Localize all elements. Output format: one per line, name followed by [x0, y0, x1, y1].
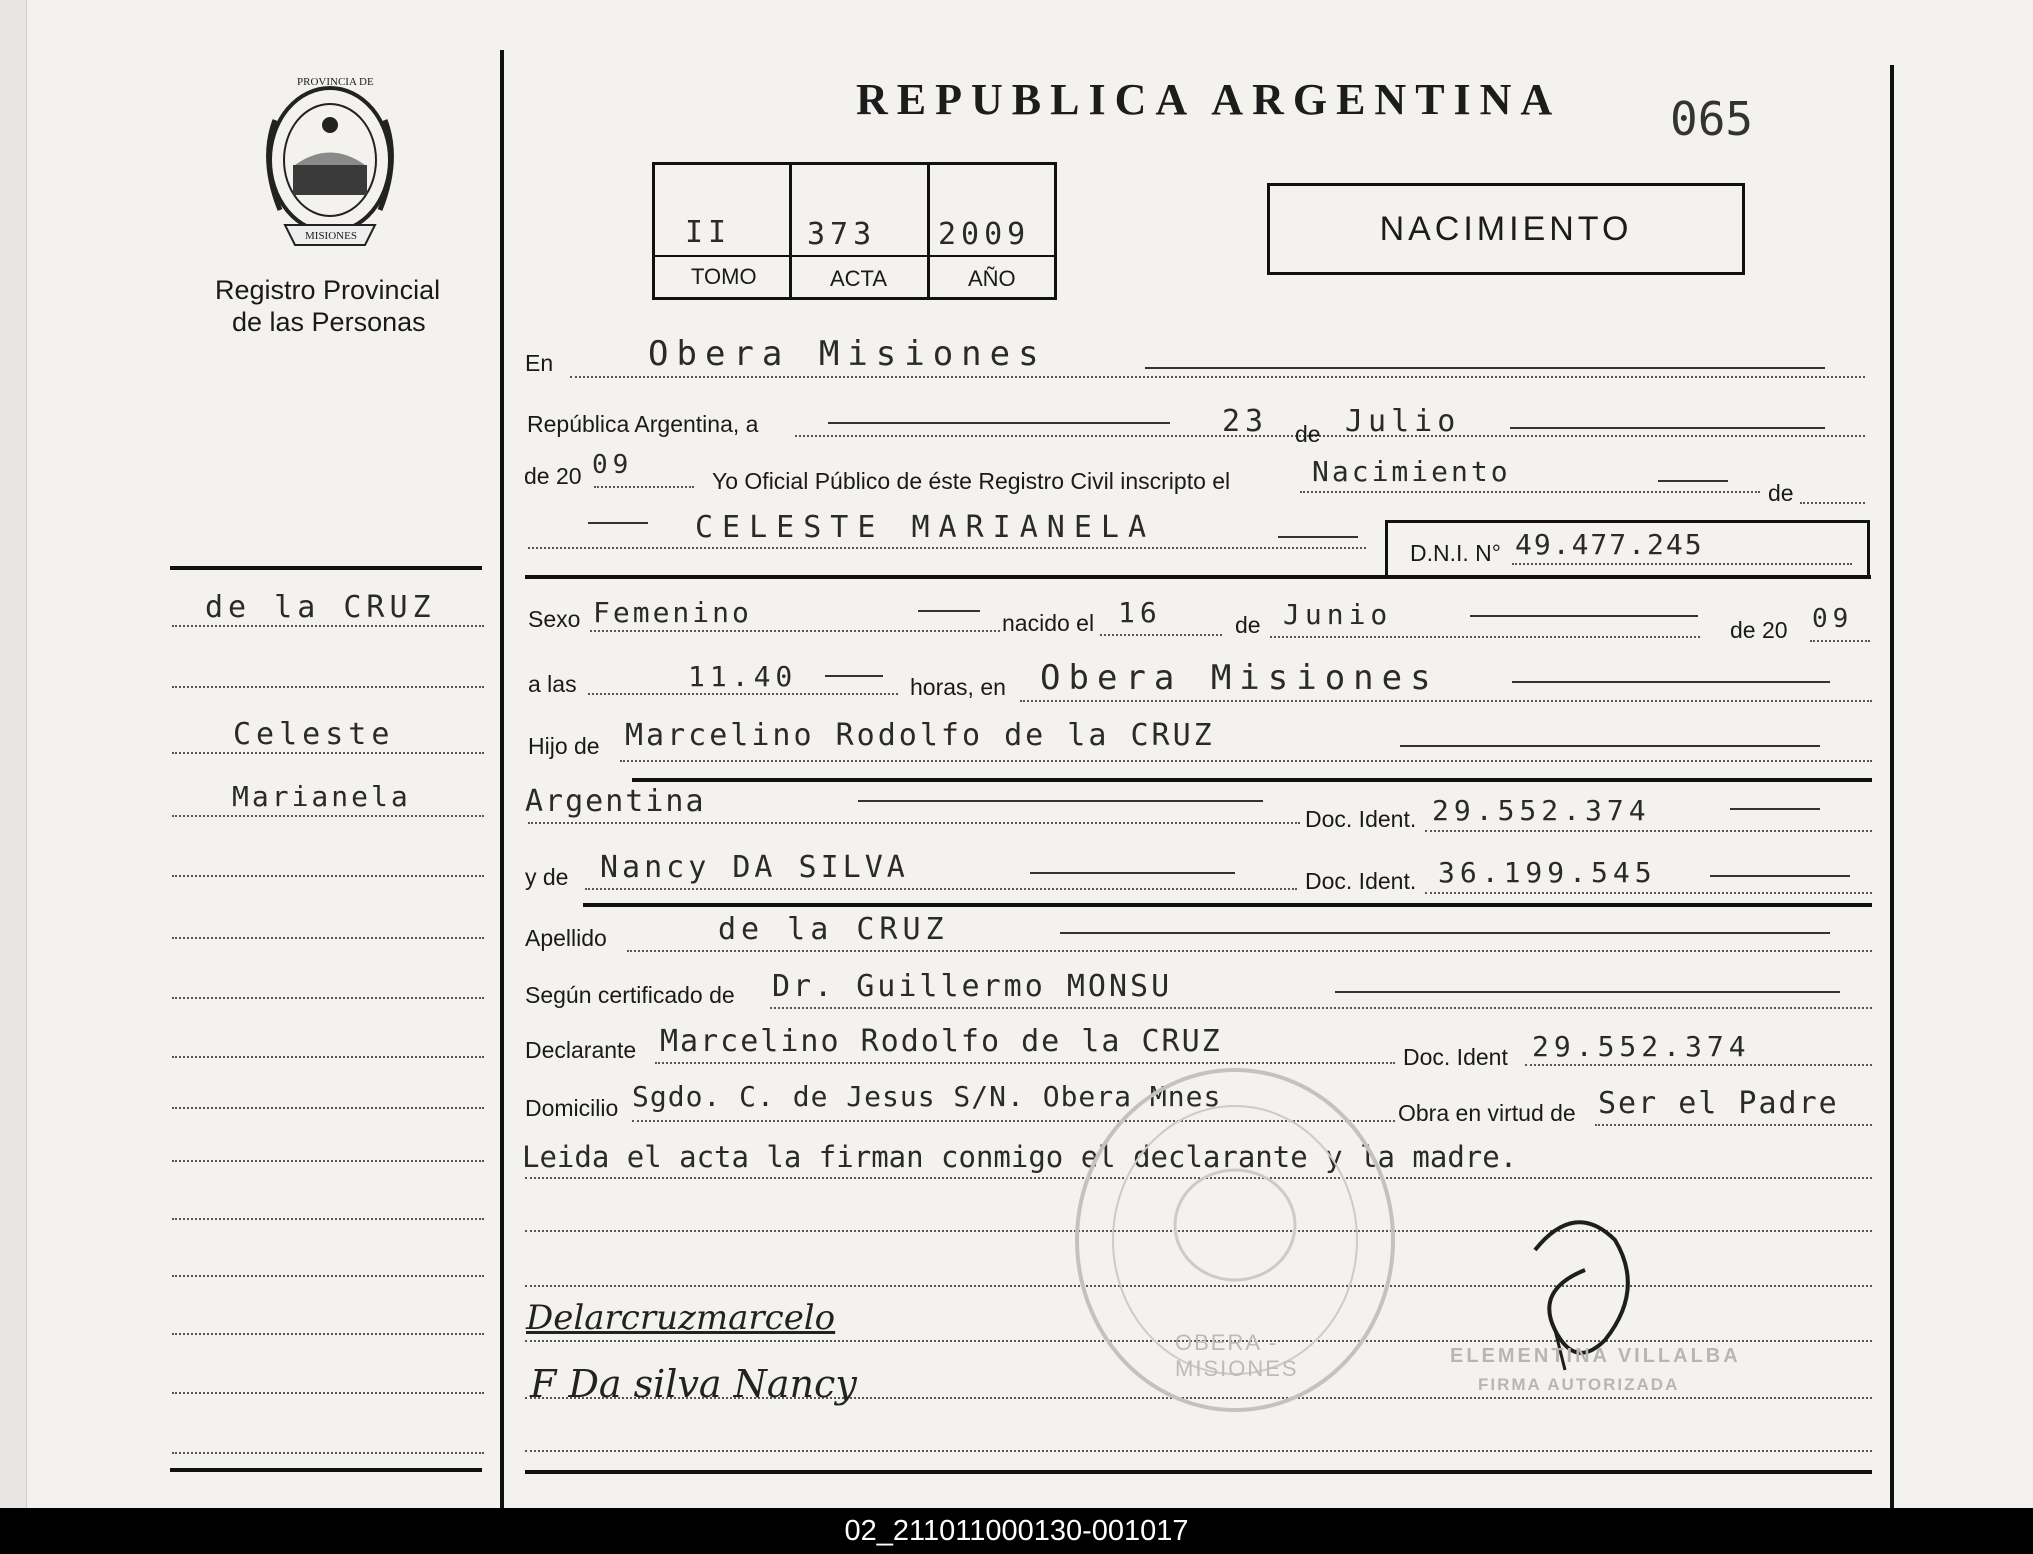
tomo-label: TOMO: [691, 264, 757, 289]
label-horas-en: horas, en: [910, 674, 1006, 700]
folio-number: 065: [1670, 92, 1754, 146]
dots: [1100, 634, 1222, 636]
value-padre-nac: Argentina: [525, 784, 706, 819]
dash: [1512, 681, 1830, 683]
dots: [585, 888, 1297, 890]
sidebar-dots: [172, 1392, 484, 1394]
dots: [1270, 636, 1700, 638]
dash: [1400, 745, 1820, 747]
dots: [1512, 563, 1852, 565]
label-yo-oficial: Yo Oficial Público de éste Registro Civil inscripto el: [712, 468, 1231, 494]
tomo-value: II: [685, 215, 732, 250]
sidebar-dots: [172, 1107, 484, 1109]
dash: [858, 800, 1263, 802]
sidebar-dots: [172, 1452, 484, 1454]
value-lugar: Obera Misiones: [648, 334, 1047, 374]
official-seal: [1070, 1060, 1400, 1420]
signature-declarante: Delarcruzmarcelo: [526, 1298, 836, 1338]
value-dia: 23: [1222, 404, 1269, 439]
dash: [1030, 872, 1235, 874]
dots: [1595, 1124, 1872, 1126]
value-dni: 49.477.245: [1515, 528, 1704, 561]
value-madre-doc: 36.199.545: [1438, 856, 1657, 889]
footer-code: 02_211011000130-001017: [844, 1515, 1189, 1547]
acta-label: ACTA: [830, 266, 888, 291]
dash: [1145, 367, 1825, 369]
label-y-de: y de: [525, 864, 569, 890]
sidebar-apellido: de la CRUZ: [205, 590, 436, 625]
value-padre-doc: 29.552.374: [1432, 794, 1651, 827]
value-nac-dia: 16: [1118, 596, 1162, 629]
dots: [770, 1007, 1872, 1009]
signature-madre: F Da silva Nancy: [530, 1362, 857, 1406]
sidebar-dots: [172, 815, 484, 817]
sidebar-nombre1: Celeste: [233, 717, 395, 752]
label-domicilio: Domicilio: [525, 1095, 619, 1121]
dots: [594, 486, 694, 488]
dots: [570, 376, 1865, 378]
page-edge: [0, 0, 27, 1508]
dots: [1425, 830, 1872, 832]
rule-2: [632, 778, 1872, 782]
dash: [1710, 875, 1850, 877]
dots: [590, 630, 1000, 632]
label-hijo-de: Hijo de: [528, 733, 600, 759]
dots: [1800, 502, 1865, 504]
sidebar-dots: [172, 1275, 484, 1277]
dash: [828, 422, 1170, 424]
dash: [918, 610, 980, 612]
dots: [525, 1450, 1872, 1452]
dash: [1335, 991, 1840, 993]
value-declarante: Marcelino Rodolfo de la CRUZ: [660, 1024, 1222, 1059]
dots: [1300, 491, 1760, 493]
label-de-nac: de: [1235, 612, 1261, 638]
dash: [588, 522, 648, 524]
sidebar-bottom-rule: [170, 1468, 482, 1472]
rule-1: [525, 575, 1871, 579]
dots: [795, 435, 1865, 437]
column-divider: [500, 50, 504, 1508]
dots: [620, 760, 1872, 762]
label-de20: de 20: [524, 463, 582, 489]
dash: [1510, 427, 1825, 429]
label-nacido: nacido el: [1002, 610, 1095, 636]
seal-top-text: PROVINCIA DE: [297, 76, 374, 88]
value-obra: Ser el Padre: [1598, 1086, 1839, 1121]
anio-label: AÑO: [968, 266, 1016, 291]
sidebar-dots: [172, 1218, 484, 1220]
right-border: [1890, 65, 1894, 1508]
country-title: REPUBLICA ARGENTINA: [856, 75, 1562, 124]
dash: [1470, 615, 1698, 617]
sidebar-dots: [172, 686, 484, 688]
authorized-stamp-role: FIRMA AUTORIZADA: [1478, 1375, 1680, 1394]
authorized-stamp-name: ELEMENTINA VILLALBA: [1450, 1345, 1741, 1367]
label-de-b: de: [1768, 480, 1794, 506]
rule-3: [583, 903, 1872, 907]
label-segun: Según certificado de: [525, 982, 735, 1008]
value-madre: Nancy DA SILVA: [600, 850, 909, 885]
sidebar-dots: [172, 1056, 484, 1058]
sidebar-dots: [172, 625, 484, 627]
value-mes: Julio: [1345, 404, 1461, 439]
seal-round-text: OBERA - MISIONES: [1175, 1330, 1299, 1381]
value-domicilio: Sgdo. C. de Jesus S/N. Obera Mnes: [632, 1080, 1222, 1113]
dots: [1525, 1064, 1872, 1066]
dash: [1658, 480, 1728, 482]
value-padre: Marcelino Rodolfo de la CRUZ: [625, 718, 1215, 753]
label-en: En: [525, 350, 554, 376]
value-hora: 11.40: [688, 660, 798, 693]
label-doc-declarante: Doc. Ident: [1403, 1044, 1508, 1070]
dash: [1730, 808, 1820, 810]
registry-name-line1: Registro Provincial: [215, 275, 441, 305]
label-declarante: Declarante: [525, 1037, 637, 1063]
dash: [825, 675, 883, 677]
value-apellido: de la CRUZ: [718, 912, 949, 947]
label-dni: D.N.I. N°: [1410, 540, 1501, 566]
value-nac-mes: Junio: [1283, 598, 1393, 631]
value-nombre: CELESTE MARIANELA: [695, 510, 1156, 545]
reference-table: [652, 162, 1057, 300]
sidebar-dots: [172, 1333, 484, 1335]
label-de-mes: de: [1295, 421, 1321, 447]
label-de20-nac: de 20: [1730, 617, 1788, 643]
sidebar-dots: [172, 1160, 484, 1162]
sidebar-dots: [172, 937, 484, 939]
dots: [1020, 700, 1872, 702]
label-a-las: a las: [528, 671, 577, 697]
registry-name-line2: de las Personas: [232, 307, 426, 337]
label-apellido: Apellido: [525, 925, 607, 951]
label-republica: República Argentina, a: [527, 411, 759, 437]
label-doc-padre: Doc. Ident.: [1305, 806, 1417, 832]
value-anio: 09: [592, 450, 634, 480]
seal-bottom-text: MISIONES: [305, 230, 357, 242]
dots: [528, 547, 1366, 549]
doc-type: NACIMIENTO: [1379, 210, 1633, 248]
value-nac-lugar: Obera Misiones: [1040, 658, 1439, 698]
value-nac-anio: 09: [1812, 604, 1854, 634]
acta-value: 373: [807, 217, 877, 252]
dots: [588, 693, 898, 695]
doc-type-box: [1267, 183, 1745, 275]
sidebar-dots: [172, 875, 484, 877]
value-inscripto: Nacimiento: [1312, 455, 1511, 488]
dots: [1810, 640, 1870, 642]
footer-bar: [0, 1508, 2033, 1554]
value-certificado: Dr. Guillermo MONSU: [772, 969, 1173, 1004]
dots: [627, 950, 1872, 952]
dash: [1278, 536, 1358, 538]
value-sexo: Femenino: [593, 596, 752, 629]
sidebar-top-rule: [170, 566, 482, 570]
rule-bottom: [525, 1470, 1872, 1474]
dash: [1060, 932, 1830, 934]
sidebar-dots: [172, 752, 484, 754]
label-sexo: Sexo: [528, 606, 581, 632]
sidebar-dots: [172, 997, 484, 999]
label-obra: Obra en virtud de: [1398, 1100, 1576, 1126]
label-doc-madre: Doc. Ident.: [1305, 868, 1417, 894]
value-leida: Leida el acta la firman conmigo el declarante y la madre.: [522, 1140, 1518, 1174]
value-declarante-doc: 29.552.374: [1532, 1030, 1751, 1063]
dots: [528, 822, 1300, 824]
province-seal: [255, 76, 405, 250]
dots: [1425, 892, 1872, 894]
anio-value: 2009: [938, 217, 1031, 252]
sidebar-nombre2: Marianela: [232, 780, 411, 813]
